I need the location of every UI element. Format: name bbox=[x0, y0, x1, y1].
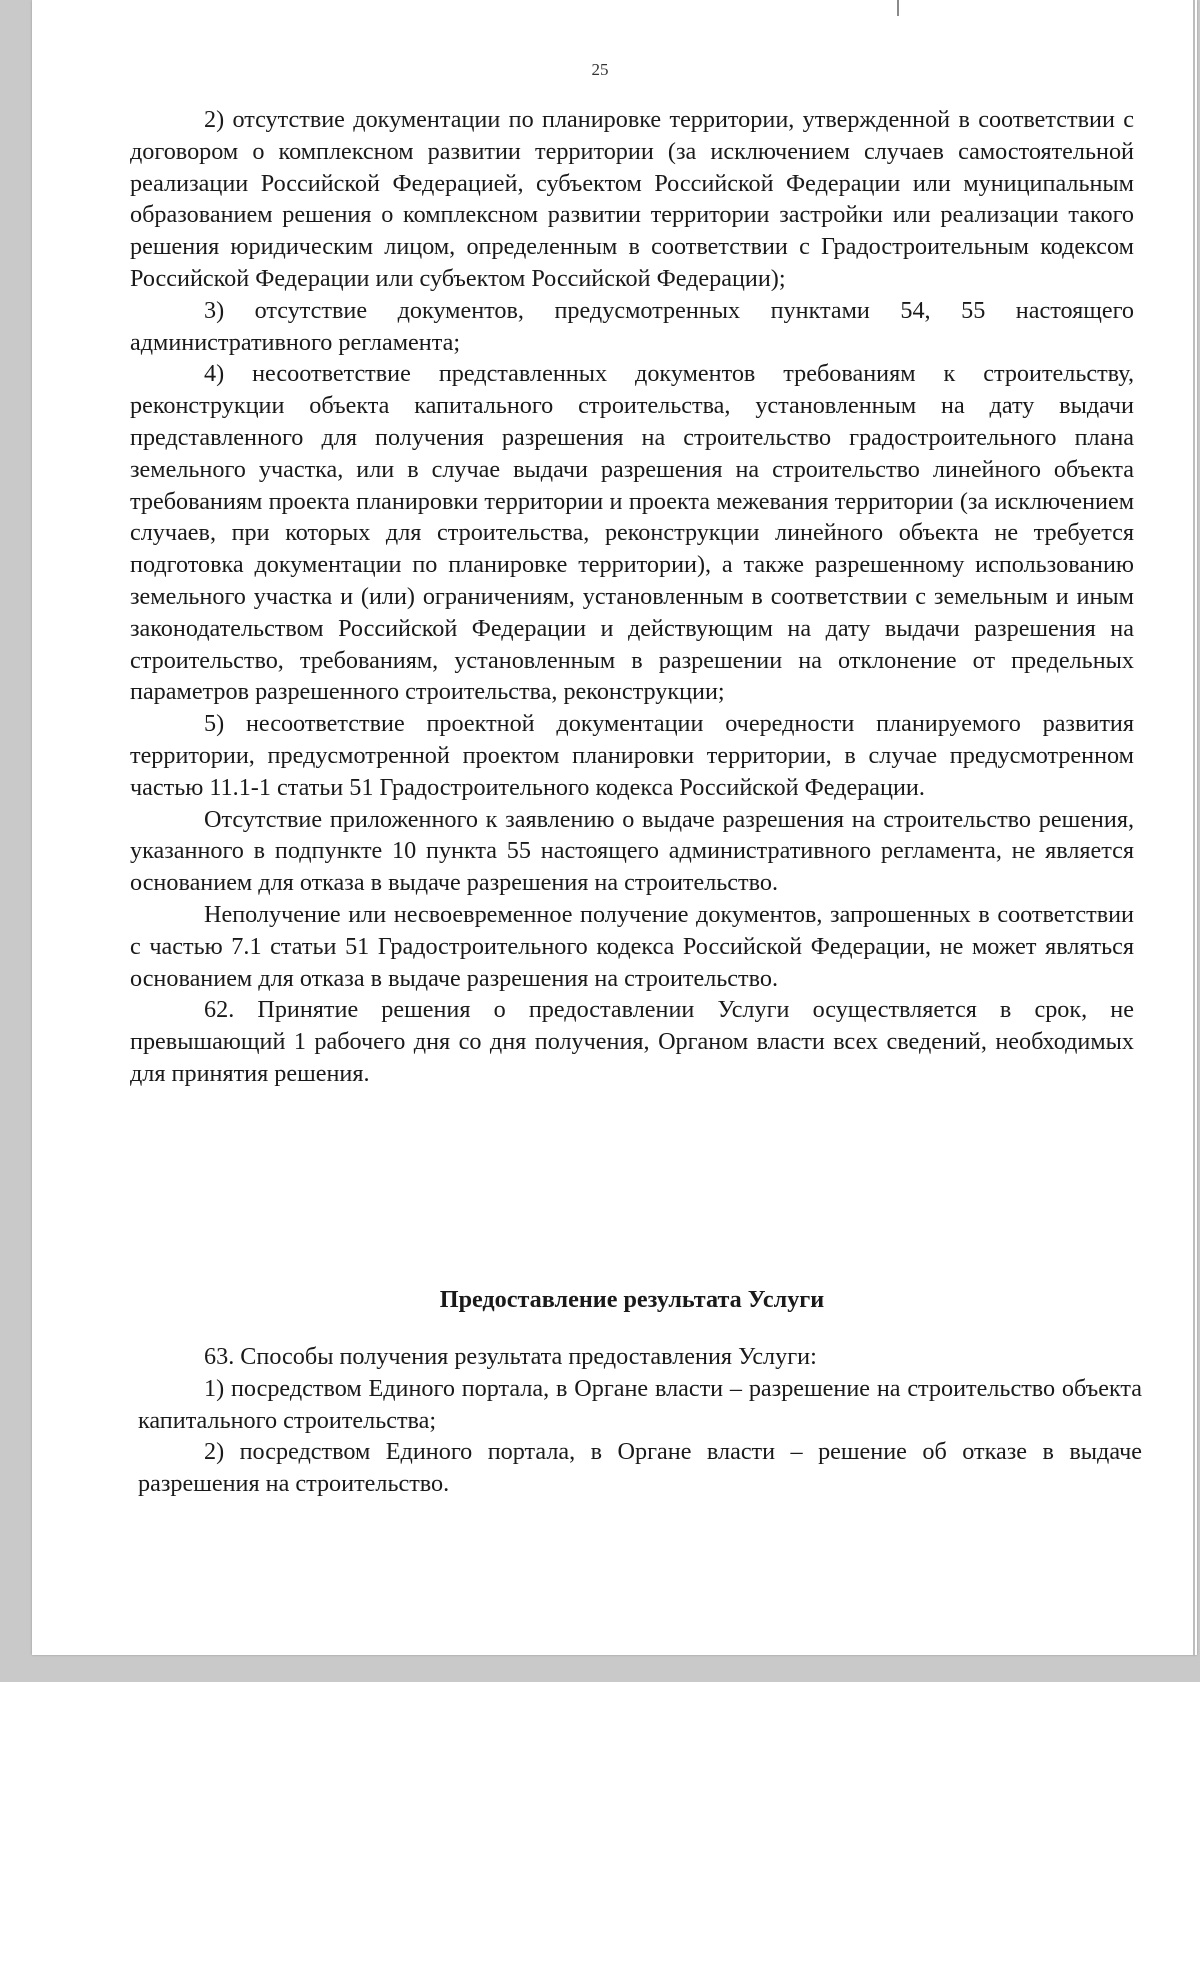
paragraph-63: 63. Способы получения результата предоставления Услуги: bbox=[204, 1343, 817, 1370]
section-body bbox=[138, 1341, 1142, 1500]
paragraph-63-item-2: 2) посредством Единого портала, в Органе власти – решение об отказе в выдаче разрешения на строительство. bbox=[138, 1438, 1142, 1498]
scan-edge-mark bbox=[897, 0, 899, 16]
paragraph-62: 62. Принятие решения о предоставлении Услуги осуществляется в срок, не превышающий 1 рабочего дня со дня получения, Органом власти всех сведений, необходимых для принятия решения. bbox=[130, 996, 1134, 1087]
paragraph-non-receipt: Неполучение или несвоевременное получение документов, запрошенных в соответствии с частью 7.1 статьи 51 Градостроительного кодекса Российской Федерации, не может являться основанием для отказа в выдаче разрешения на строительство. bbox=[130, 900, 1134, 992]
paragraph-item-2: 2) отсутствие документации по планировке территории, утвержденной в соответствии с договором о комплексном развитии территории (за исключением случаев самостоятельной реализации Российской Федерацией, субъектом Российской Федерации или муниципальным образованием решения о комплексном развитии территории застройки или реализации такого решения юридическим лицом, определенным в соответствии с Градостроительным кодексом Российской Федерации или субъектом Российской Федерации); bbox=[130, 106, 1134, 292]
paragraph-item-4: 4) несоответствие представленных документов требованиям к строительству, реконструкции объекта капитального строительства, установленным на дату выдачи представленного для получения разрешения на строительство градостроительного плана земельного участка, или в случае выдачи разрешения на строительство линейного объекта требованиям проекта планировки территории и проекта межевания территории (за исключением случаев, при которых для строительства, реконструкции линейного объекта не требуется подготовка документации по планировке территории), а также разрешенному использованию земельного участка и (или) ограничениям, установленным в соответствии с земельным и иным законодательством Российской Федерации и действующим на дату выдачи разрешения на строительство, требованиям, установленным в разрешении на отклонение от предельных параметров разрешенного строительства, реконструкции; bbox=[130, 360, 1134, 706]
paragraph-item-5: 5) несоответствие проектной документации очередности планируемого развития территории, предусмотренной проектом планировки территории, в случае предусмотренном частью 11.1-1 статьи 51 Градостроительного кодекса Российской Федерации. bbox=[130, 710, 1134, 801]
page-edge-shadow bbox=[1193, 0, 1195, 1655]
page-number: 25 bbox=[591, 60, 609, 79]
paragraph-item-3: 3) отсутствие документов, предусмотренных пунктами 54, 55 настоящего административного регламента; bbox=[130, 296, 1134, 356]
document-body bbox=[130, 104, 1134, 1090]
section-heading: Предоставление результата Услуги bbox=[439, 1286, 825, 1313]
paragraph-63-item-1: 1) посредством Единого портала, в Органе власти – разрешение на строительство объекта капитального строительства; bbox=[138, 1374, 1142, 1434]
paragraph-missing-decision: Отсутствие приложенного к заявлению о выдаче разрешения на строительство решения, указанного в подпункте 10 пункта 55 настоящего административного регламента, не является основанием для отказа в выдаче разрешения на строительство. bbox=[130, 805, 1134, 897]
